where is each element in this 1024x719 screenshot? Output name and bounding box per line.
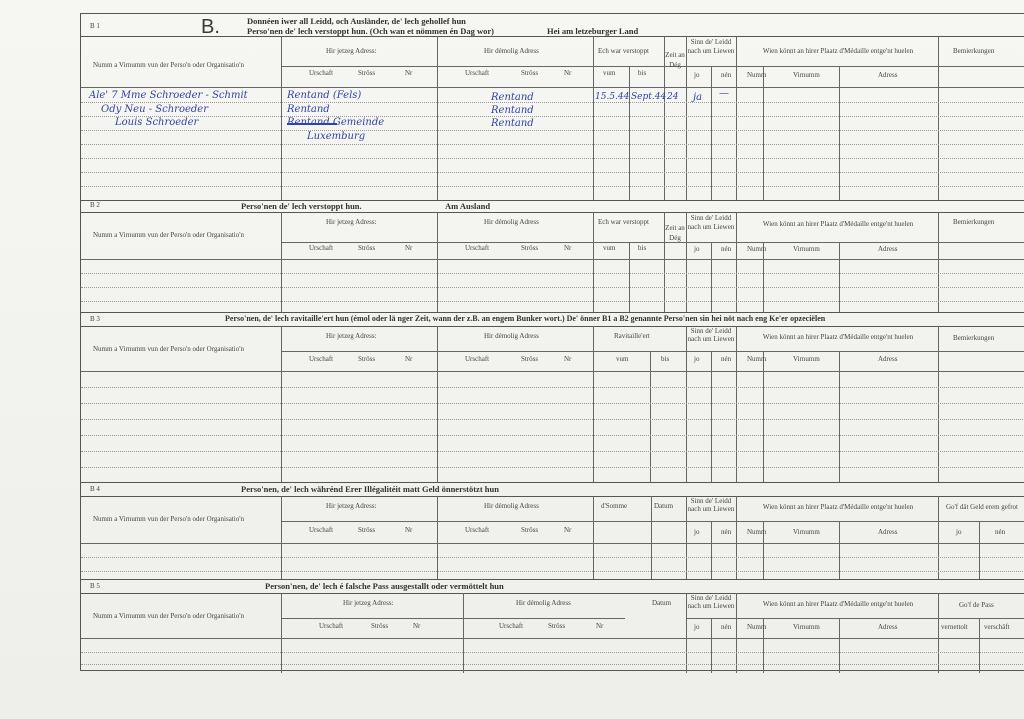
sub-place: Urschaft	[465, 526, 490, 534]
sub-place: Urschaft	[465, 69, 490, 77]
sub-no: nén	[721, 528, 732, 536]
sub-nr: Nr	[564, 244, 572, 252]
col-days-header: Zeit an Dég	[665, 224, 685, 242]
sub-address: Adress	[878, 71, 898, 79]
section-code: B 5	[90, 582, 100, 590]
sub-place: Urschaft	[309, 69, 334, 77]
sub-name: Numm	[747, 623, 767, 631]
section-code: B 4	[90, 485, 100, 493]
sub-name: Numm	[747, 245, 767, 253]
sub-firstname: Virnumm	[793, 245, 820, 253]
sub-street: Ströss	[358, 355, 376, 363]
col-name-header: Numm a Virnumm vun der Perso'n oder Organisatio'n	[93, 515, 244, 523]
col-medal-header: Wien könnt an hirer Plaatz d'Médaille entge'nt huelen	[762, 47, 914, 55]
sub-nr: Nr	[405, 526, 413, 534]
sub-firstname: Virnumm	[793, 623, 820, 631]
sub-street: Ströss	[358, 69, 376, 77]
sub-street: Ströss	[371, 622, 389, 630]
col-alive-header: Sinn de' Leidd nach um Liewen	[687, 497, 735, 513]
section-letter: B.	[201, 16, 220, 38]
handwritten-yes: ja	[693, 92, 703, 103]
sub-street: Ströss	[521, 526, 539, 534]
col-money-header: Go'f dät Geld erem gefrot	[945, 503, 1018, 511]
col-alive-header: Sinn de' Leidd nach um Liewen	[687, 38, 735, 55]
sub-street: Ströss	[521, 244, 539, 252]
section-b1	[81, 14, 1024, 200]
sub-address: Adress	[878, 355, 898, 363]
col-hidden-header: Ech war verstoppt	[598, 47, 649, 55]
sub-firstname: Virnumm	[793, 71, 820, 79]
sub-place: Urschaft	[309, 355, 334, 363]
form-sheet	[80, 13, 1024, 671]
handwritten-current-1: Rentand (Fels)	[287, 90, 362, 101]
col-ravitailleert-header: Ravitaille'ert	[614, 332, 650, 340]
col-alive-header: Sinn de' Leidd nach um Liewen	[687, 214, 735, 231]
section-code: B 1	[90, 22, 100, 30]
sub-place: Urschaft	[309, 526, 334, 534]
sub-name: Numm	[747, 71, 767, 79]
col-days-header: Zeit an Dég	[665, 51, 685, 69]
section-code: B 3	[90, 315, 100, 323]
col-former-address-header: Hir démolig Adress	[484, 502, 539, 510]
col-alive-header: Sinn de' Leidd nach um Liewen	[687, 327, 735, 343]
col-sum-header: d'Somme	[601, 502, 628, 510]
col-name-header: Numm a Virnumm vun der Perso'n oder Organisatio'n	[93, 61, 244, 69]
sub-nr: Nr	[405, 355, 413, 363]
section-title: Perso'nen, de' lech ravitaille'ert hun (émol oder lä nger Zeit, wann der z.B. an engem Bunker wort.) De' önner B1 a B2 genannte Perso'nen sin hei nöt nach eng Ke'er opzeciëlen	[225, 314, 826, 323]
sub-yes: jo	[694, 528, 700, 536]
col-former-address-header: Hir démolig Adress	[484, 332, 539, 340]
sub-address: Adress	[878, 623, 898, 631]
sub-firstname: Virnumm	[793, 528, 820, 536]
col-remarks-header: Bemierkungen	[953, 334, 995, 342]
sub-street: Ströss	[548, 622, 566, 630]
sub-nr: Nr	[564, 69, 572, 77]
sub-from: vum	[603, 69, 616, 77]
handwritten-to: Sept.44	[631, 92, 667, 102]
col-current-address-header: Hir jetzeg Adress:	[326, 502, 377, 510]
handwritten-current-4: Luxemburg	[307, 131, 366, 142]
sub-street: Ströss	[358, 244, 376, 252]
section-b4	[81, 482, 1024, 580]
sub-place: Urschaft	[319, 622, 344, 630]
sub-name: Numm	[747, 355, 767, 363]
sub-from: vum	[603, 244, 616, 252]
section-b5	[81, 579, 1024, 673]
handwritten-current-2: Rentand	[287, 104, 330, 115]
col-current-address-header: Hir jetzeg Adress:	[326, 332, 377, 340]
sub-no: nén	[721, 355, 732, 363]
handwritten-from: 15.5.44	[595, 92, 630, 102]
col-medal-header: Wien könnt an hirer Plaatz d'Médaille entge'nt huelen	[762, 503, 914, 511]
sub-place: Urschaft	[499, 622, 524, 630]
sub-to: bis	[638, 69, 647, 77]
sub-street: Ströss	[358, 526, 376, 534]
sub-name: Numm	[747, 528, 767, 536]
col-pass-header: Go'f de Pass	[959, 601, 994, 609]
col-name-header: Numm a Virnumm vun der Perso'n oder Organisatio'n	[93, 345, 244, 353]
sub-from: vum	[616, 355, 629, 363]
sub-nr: Nr	[405, 69, 413, 77]
col-date-header: Datum	[652, 599, 672, 607]
col-name-header: Numm a Virnumm vun der Perso'n oder Organisatio'n	[93, 231, 244, 239]
sub-firstname: Virnumm	[793, 355, 820, 363]
handwritten-current-3: Rentand Gemeinde	[287, 117, 385, 128]
sub-yes: jo	[694, 623, 700, 631]
strike-through	[287, 123, 337, 125]
sub-to: bis	[638, 244, 647, 252]
sub-to: bis	[661, 355, 670, 363]
sub-nr: Nr	[596, 622, 604, 630]
sub-nr: Nr	[564, 355, 572, 363]
sub-no: nén	[721, 245, 732, 253]
handwritten-former-3: Rentand	[491, 118, 534, 129]
sub-nr: Nr	[405, 244, 413, 252]
sub-pass-kept: vernettolt	[941, 623, 968, 631]
col-former-address-header: Hir démolig Adress	[484, 47, 539, 55]
sub-pass-passed-on: verschäft	[984, 623, 1010, 631]
sub-address: Adress	[878, 245, 898, 253]
sub-nr: Nr	[564, 526, 572, 534]
col-medal-header: Wien könnt an hirer Plaatz d'Médaille entge'nt huelen	[762, 600, 914, 608]
section-b2	[81, 200, 1024, 313]
col-medal-header: Wien könnt an hirer Plaatz d'Médaille entge'nt huelen	[762, 220, 914, 228]
section-code: B 2	[90, 201, 100, 209]
sub-yes: jo	[694, 245, 700, 253]
col-alive-header: Sinn de' Leidd nach um Liewen	[687, 594, 735, 610]
section-title: Perso'nen de' lech verstoppt hun.	[241, 201, 362, 211]
col-current-address-header: Hir jetzeg Adress:	[326, 47, 377, 55]
section-subtitle-right: Hei am letzeburger Land	[547, 26, 639, 36]
sub-money-no: nén	[995, 528, 1006, 536]
sub-no: nén	[721, 71, 732, 79]
col-former-address-header: Hir démolig Adress	[516, 599, 571, 607]
col-current-address-header: Hir jetzeg Adress:	[343, 599, 394, 607]
handwritten-name-2: Ody Neu - Schroeder	[101, 104, 208, 115]
handwritten-former-1: Rentand	[491, 92, 534, 103]
section-subtitle: Perso'nen de' lech verstoppt hun. (Och wan et nömmen én Dag wor)	[247, 26, 494, 36]
col-medal-header: Wien könnt an hirer Plaatz d'Médaille entge'nt huelen	[762, 333, 914, 341]
section-title: Person'nen, de' lech é falsche Pass ausgestallt oder vermöttelt hun	[265, 581, 504, 591]
sub-street: Ströss	[521, 69, 539, 77]
sub-yes: jo	[694, 355, 700, 363]
col-date-header: Datum	[654, 502, 674, 510]
sub-place: Urschaft	[465, 244, 490, 252]
sub-yes: jo	[694, 71, 700, 79]
section-b3	[81, 312, 1024, 483]
section-title: Donnéen iwer all Leidd, och Ausländer, de' lech gehollef hun	[247, 16, 466, 26]
col-name-header: Numm a Virnumm vun der Perso'n oder Organisatio'n	[93, 612, 244, 620]
handwritten-no: —	[719, 88, 729, 99]
col-former-address-header: Hir démolig Adress	[484, 218, 539, 226]
handwritten-former-2: Rentand	[491, 105, 534, 116]
sub-street: Ströss	[521, 355, 539, 363]
col-hidden-header: Ech war verstoppt	[598, 218, 649, 226]
handwritten-days: 24	[667, 92, 679, 102]
sub-address: Adress	[878, 528, 898, 536]
section-title-right: Am Ausland	[445, 201, 491, 211]
handwritten-name-3: Louis Schroeder	[115, 117, 199, 128]
sub-nr: Nr	[413, 622, 421, 630]
sub-money-yes: jo	[956, 528, 962, 536]
col-remarks-header: Bemierkungen	[953, 47, 995, 55]
col-current-address-header: Hir jetzeg Adress:	[326, 218, 377, 226]
handwritten-name-1: Ale' 7 Mme Schroeder - Schmit	[89, 90, 248, 101]
sub-no: nén	[721, 623, 732, 631]
col-remarks-header: Bemierkungen	[953, 218, 995, 226]
sub-place: Urschaft	[465, 355, 490, 363]
section-title: Perso'nen, de' lech währénd Erer Illégalitéit matt Geld önnerstötzt hun	[241, 484, 499, 494]
sub-place: Urschaft	[309, 244, 334, 252]
